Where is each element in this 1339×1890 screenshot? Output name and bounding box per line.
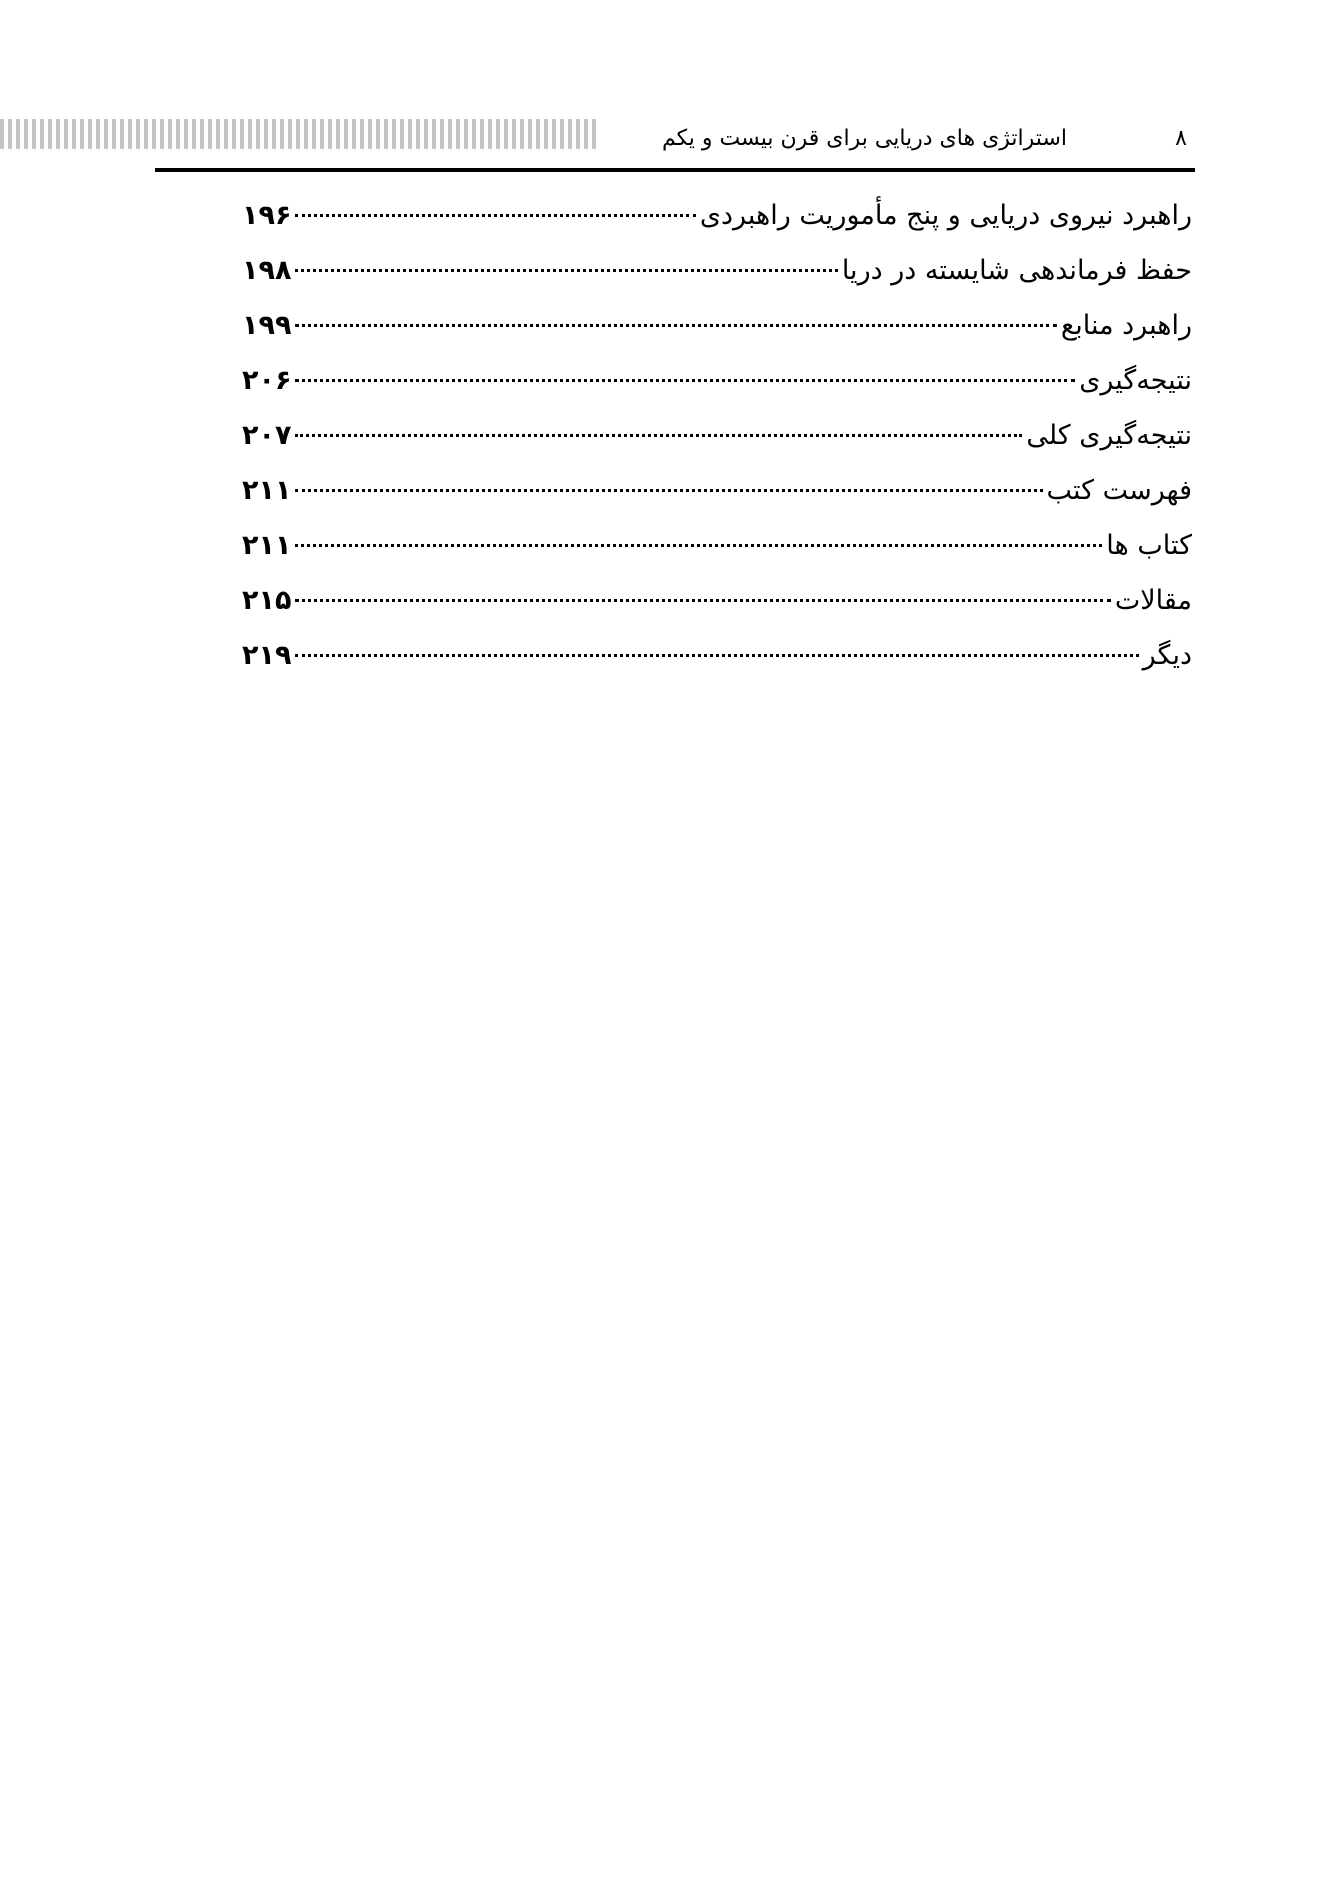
toc-entry-title: مقالات <box>1114 585 1192 616</box>
toc-entry-page: ۲۰۷ <box>242 420 292 451</box>
toc-entry-page: ۱۹۶ <box>242 200 292 231</box>
toc-entry[interactable] <box>242 420 1192 475</box>
dot-leader <box>295 434 1022 437</box>
toc-entry-title: دیگر <box>1142 640 1192 671</box>
toc-entry-title: حفظ فرماندهی شایسته در دریا <box>841 255 1192 286</box>
toc-entry-title: کتاب ها <box>1106 530 1192 561</box>
toc-entry[interactable] <box>242 530 1192 585</box>
toc-entry[interactable] <box>242 310 1192 365</box>
dot-leader <box>295 599 1110 602</box>
toc-entry-title: فهرست کتب <box>1046 475 1192 506</box>
dot-leader <box>295 489 1042 492</box>
toc-entry-title: راهبرد منابع <box>1060 310 1192 341</box>
toc-entry-page: ۲۰۶ <box>242 365 292 396</box>
page-number: ۸ <box>1175 126 1187 151</box>
dot-leader <box>295 324 1056 327</box>
table-of-contents <box>242 200 1192 695</box>
toc-entry[interactable] <box>242 585 1192 640</box>
dot-leader <box>295 214 695 217</box>
toc-entry[interactable] <box>242 365 1192 420</box>
toc-entry-page: ۲۱۵ <box>242 585 292 616</box>
toc-entry-title: نتیجه‌گیری کلی <box>1026 420 1192 451</box>
dot-leader <box>295 544 1102 547</box>
toc-entry-page: ۲۱۹ <box>242 640 292 671</box>
running-title: استراتژی های دریایی برای قرن بیست و یکم <box>661 126 1067 151</box>
toc-entry-page: ۲۱۱ <box>242 475 292 506</box>
toc-entry[interactable] <box>242 640 1192 695</box>
toc-entry-page: ۱۹۹ <box>242 310 292 341</box>
dot-leader <box>295 269 837 272</box>
dot-leader <box>295 654 1138 657</box>
toc-entry[interactable] <box>242 255 1192 310</box>
header-rule <box>155 168 1195 172</box>
toc-entry-page: ۲۱۱ <box>242 530 292 561</box>
toc-entry[interactable] <box>242 475 1192 530</box>
dot-leader <box>295 379 1075 382</box>
toc-entry-title: نتیجه‌گیری <box>1079 365 1192 396</box>
toc-entry-title: راهبرد نیروی دریایی و پنج مأموریت راهبردی <box>699 200 1192 231</box>
toc-entry[interactable] <box>242 200 1192 255</box>
page-header <box>155 112 1195 172</box>
toc-entry-page: ۱۹۸ <box>242 255 292 286</box>
